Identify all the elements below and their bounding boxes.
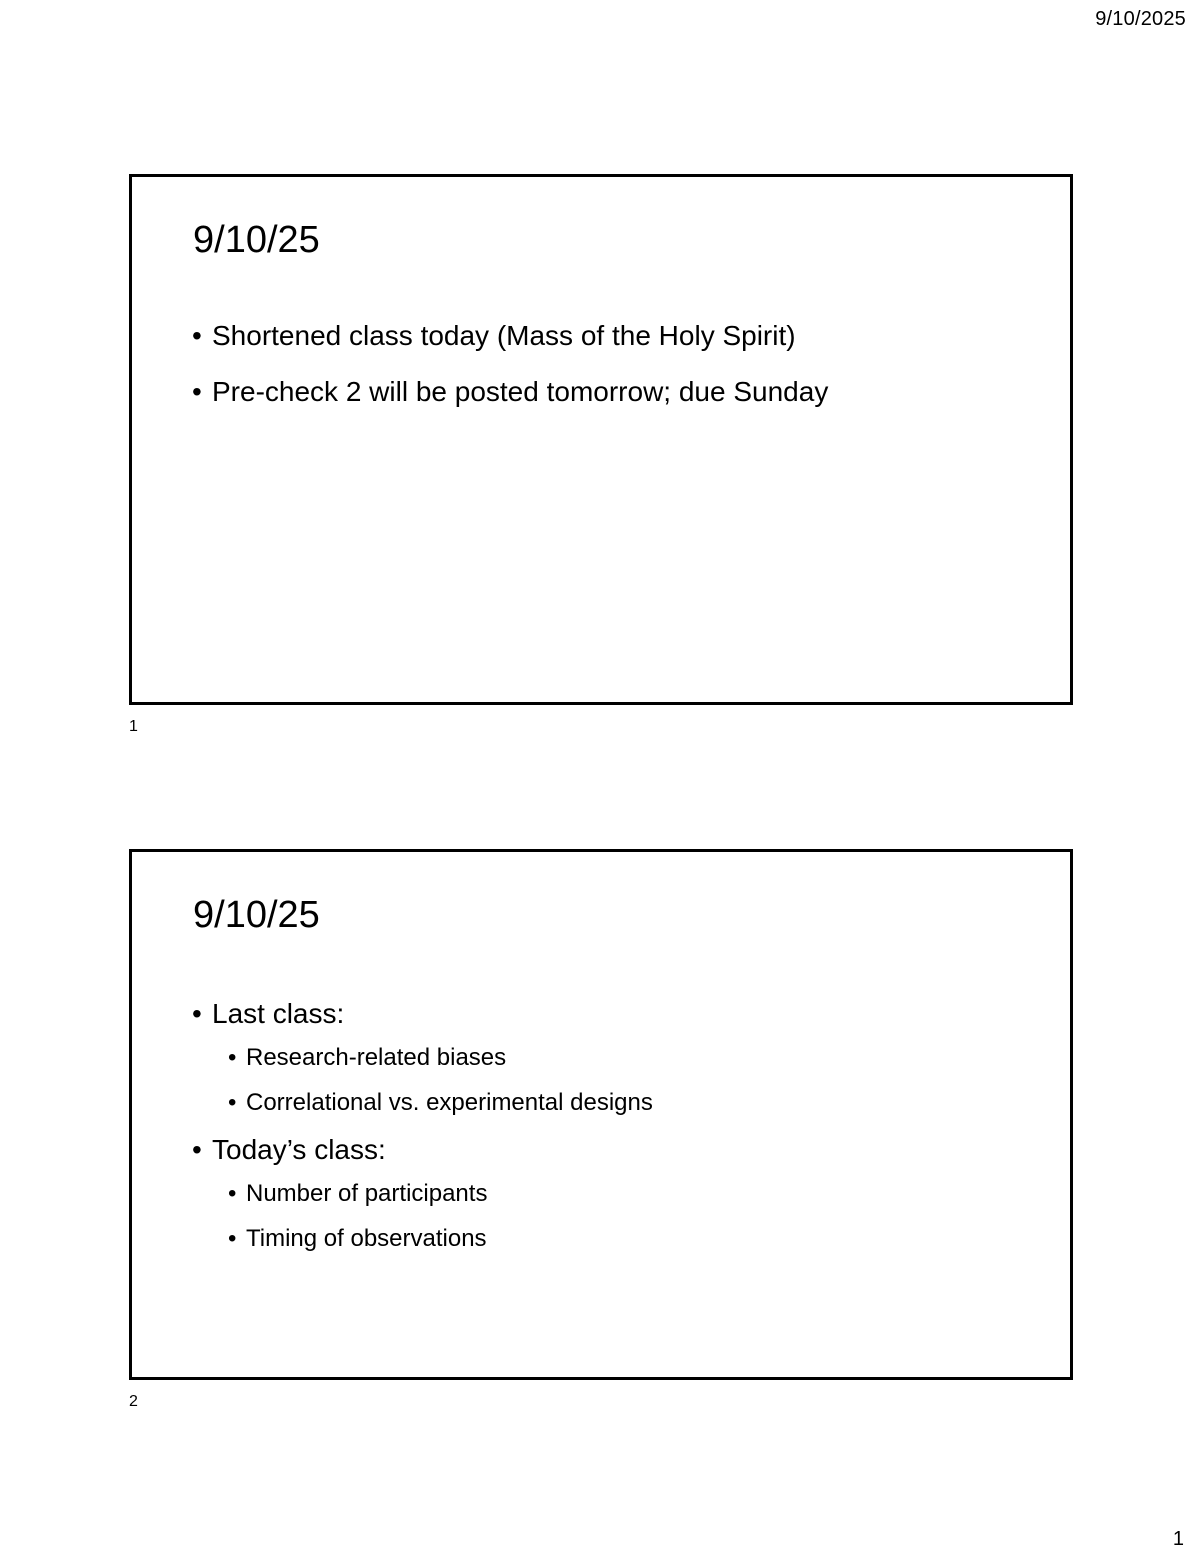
bullet-icon: • bbox=[192, 998, 202, 1029]
page-date: 9/10/2025 bbox=[1095, 8, 1186, 30]
sub-bullet-text: Research-related biases bbox=[246, 1044, 507, 1071]
bullet-icon: • bbox=[228, 1089, 237, 1116]
bullet-icon: • bbox=[228, 1225, 237, 1252]
sub-bullet-text: Correlational vs. experimental designs bbox=[246, 1089, 653, 1116]
slide-2 bbox=[129, 849, 1073, 1380]
slide-1 bbox=[129, 174, 1073, 705]
sub-bullet-list bbox=[228, 1043, 653, 1118]
bullet-item bbox=[192, 319, 828, 353]
bullet-icon: • bbox=[192, 320, 202, 351]
sub-bullet-list bbox=[228, 1179, 653, 1254]
bullet-icon: • bbox=[228, 1044, 237, 1071]
bullet-icon: • bbox=[228, 1180, 237, 1207]
bullet-item bbox=[192, 997, 653, 1118]
bullet-text: Pre-check 2 will be posted tomorrow; due Sunday bbox=[212, 376, 829, 407]
sub-bullet-item bbox=[228, 1088, 653, 1118]
bullet-icon: • bbox=[192, 1134, 202, 1165]
bullet-list bbox=[192, 997, 653, 1269]
page-number: 1 bbox=[1172, 1528, 1184, 1550]
bullet-list bbox=[192, 319, 828, 431]
sub-bullet-text: Timing of observations bbox=[246, 1225, 487, 1252]
slide-title: 9/10/25 bbox=[193, 894, 320, 936]
bullet-icon: • bbox=[192, 376, 202, 407]
bullet-text: Shortened class today (Mass of the Holy Spirit) bbox=[212, 320, 796, 351]
bullet-item bbox=[192, 1133, 653, 1254]
slide-number: 2 bbox=[129, 1393, 138, 1410]
bullet-text: Last class: bbox=[212, 998, 345, 1029]
bullet-text: Today’s class: bbox=[212, 1134, 386, 1165]
sub-bullet-item bbox=[228, 1179, 653, 1209]
slide-number: 1 bbox=[129, 718, 138, 735]
slide-title: 9/10/25 bbox=[193, 219, 320, 261]
bullet-item bbox=[192, 375, 828, 409]
sub-bullet-text: Number of participants bbox=[246, 1180, 488, 1207]
sub-bullet-item bbox=[228, 1224, 653, 1254]
sub-bullet-item bbox=[228, 1043, 653, 1073]
